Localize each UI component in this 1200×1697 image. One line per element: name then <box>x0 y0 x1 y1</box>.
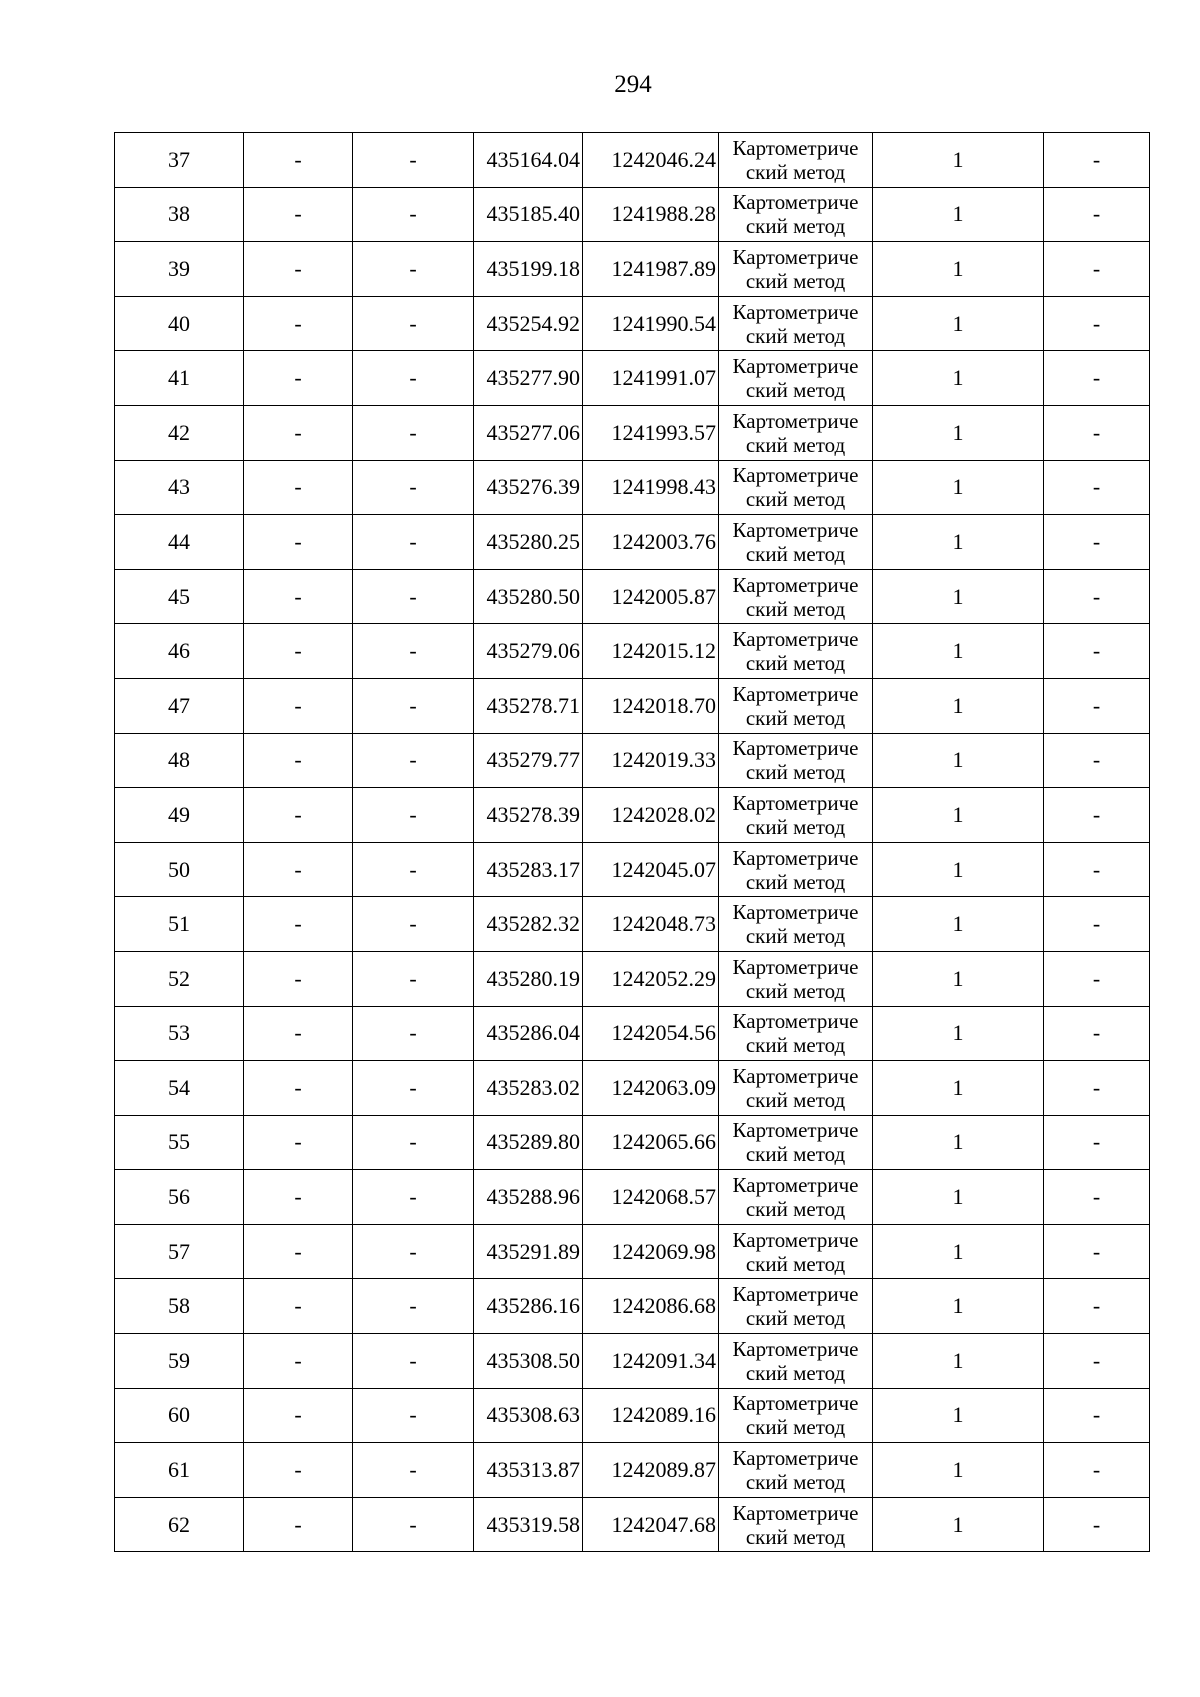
method-cell <box>719 733 873 788</box>
method-text-line: ский метод <box>745 760 846 785</box>
table-row <box>115 1443 1150 1498</box>
column-3-cell: - <box>353 1170 474 1225</box>
x-coordinate-cell: 435278.39 <box>474 788 583 843</box>
last-column-cell: - <box>1044 678 1150 733</box>
method-text-line: Картометриче <box>732 572 859 597</box>
method-cell <box>719 242 873 297</box>
method-cell <box>719 351 873 406</box>
table-row <box>115 1497 1150 1552</box>
last-column-cell: - <box>1044 515 1150 570</box>
method-cell <box>719 1170 873 1225</box>
last-column-cell: - <box>1044 133 1150 188</box>
x-coordinate-cell: 435319.58 <box>474 1497 583 1552</box>
table-row <box>115 1388 1150 1443</box>
column-3-cell: - <box>353 1443 474 1498</box>
method-text-line: ский метод <box>745 1360 846 1385</box>
method-text-line: Картометриче <box>732 790 859 815</box>
point-number-cell: 62 <box>115 1497 244 1552</box>
method-text-line: ский метод <box>745 159 846 184</box>
method-cell <box>719 1443 873 1498</box>
column-3-cell: - <box>353 351 474 406</box>
column-2-cell: - <box>244 405 353 460</box>
x-coordinate-cell: 435278.71 <box>474 678 583 733</box>
y-coordinate-cell: 1242015.12 <box>583 624 719 679</box>
accuracy-cell: 1 <box>873 1497 1044 1552</box>
point-number-cell: 53 <box>115 1006 244 1061</box>
method-cell <box>719 515 873 570</box>
method-cell <box>719 788 873 843</box>
column-2-cell: - <box>244 296 353 351</box>
page-number: 294 <box>614 71 652 98</box>
method-text-line: ский метод <box>745 1142 846 1167</box>
point-number-cell: 44 <box>115 515 244 570</box>
accuracy-cell: 1 <box>873 897 1044 952</box>
x-coordinate-cell: 435279.77 <box>474 733 583 788</box>
x-coordinate-cell: 435286.04 <box>474 1006 583 1061</box>
column-2-cell: - <box>244 842 353 897</box>
method-text-line: ский метод <box>745 1197 846 1222</box>
column-3-cell: - <box>353 788 474 843</box>
table-row <box>115 842 1150 897</box>
x-coordinate-cell: 435286.16 <box>474 1279 583 1334</box>
table-row <box>115 951 1150 1006</box>
y-coordinate-cell: 1241993.57 <box>583 405 719 460</box>
table-row <box>115 569 1150 624</box>
last-column-cell: - <box>1044 569 1150 624</box>
method-text-line: ский метод <box>745 323 846 348</box>
method-text-line: Картометриче <box>732 1118 859 1143</box>
table-row <box>115 1334 1150 1389</box>
method-text-line: ский метод <box>745 1470 846 1495</box>
point-number-cell: 50 <box>115 842 244 897</box>
table-row <box>115 1061 1150 1116</box>
point-number-cell: 39 <box>115 242 244 297</box>
accuracy-cell: 1 <box>873 1170 1044 1225</box>
y-coordinate-cell: 1242019.33 <box>583 733 719 788</box>
column-2-cell: - <box>244 1170 353 1225</box>
method-text-line: Картометриче <box>732 408 859 433</box>
method-cell <box>719 897 873 952</box>
point-number-cell: 52 <box>115 951 244 1006</box>
table-row <box>115 1224 1150 1279</box>
table-row <box>115 515 1150 570</box>
y-coordinate-cell: 1241991.07 <box>583 351 719 406</box>
accuracy-cell: 1 <box>873 405 1044 460</box>
column-3-cell: - <box>353 951 474 1006</box>
column-2-cell: - <box>244 460 353 515</box>
method-cell <box>719 460 873 515</box>
column-3-cell: - <box>353 678 474 733</box>
column-3-cell: - <box>353 1224 474 1279</box>
column-2-cell: - <box>244 569 353 624</box>
accuracy-cell: 1 <box>873 1115 1044 1170</box>
last-column-cell: - <box>1044 733 1150 788</box>
last-column-cell: - <box>1044 242 1150 297</box>
method-text-line: ский метод <box>745 1415 846 1440</box>
column-3-cell: - <box>353 569 474 624</box>
method-cell <box>719 951 873 1006</box>
method-cell <box>719 187 873 242</box>
y-coordinate-cell: 1242063.09 <box>583 1061 719 1116</box>
method-text-line: ский метод <box>745 651 846 676</box>
method-cell <box>719 1497 873 1552</box>
method-text-line: ский метод <box>745 432 846 457</box>
y-coordinate-cell: 1242003.76 <box>583 515 719 570</box>
table-row <box>115 1170 1150 1225</box>
accuracy-cell: 1 <box>873 788 1044 843</box>
column-3-cell: - <box>353 187 474 242</box>
column-3-cell: - <box>353 842 474 897</box>
accuracy-cell: 1 <box>873 624 1044 679</box>
method-text-line: Картометриче <box>732 1500 859 1525</box>
accuracy-cell: 1 <box>873 242 1044 297</box>
x-coordinate-cell: 435277.90 <box>474 351 583 406</box>
accuracy-cell: 1 <box>873 351 1044 406</box>
last-column-cell: - <box>1044 1170 1150 1225</box>
column-2-cell: - <box>244 515 353 570</box>
accuracy-cell: 1 <box>873 678 1044 733</box>
accuracy-cell: 1 <box>873 460 1044 515</box>
method-text-line: Картометриче <box>732 190 859 215</box>
last-column-cell: - <box>1044 351 1150 406</box>
last-column-cell: - <box>1044 405 1150 460</box>
column-2-cell: - <box>244 1115 353 1170</box>
column-2-cell: - <box>244 187 353 242</box>
y-coordinate-cell: 1242091.34 <box>583 1334 719 1389</box>
last-column-cell: - <box>1044 1115 1150 1170</box>
method-text-line: Картометриче <box>732 244 859 269</box>
x-coordinate-cell: 435308.50 <box>474 1334 583 1389</box>
method-text-line: ский метод <box>745 1306 846 1331</box>
y-coordinate-cell: 1242046.24 <box>583 133 719 188</box>
point-number-cell: 37 <box>115 133 244 188</box>
column-2-cell: - <box>244 1334 353 1389</box>
method-text-line: Картометриче <box>732 1009 859 1034</box>
x-coordinate-cell: 435313.87 <box>474 1443 583 1498</box>
x-coordinate-cell: 435282.32 <box>474 897 583 952</box>
method-text-line: Картометриче <box>732 1173 859 1198</box>
column-3-cell: - <box>353 624 474 679</box>
column-3-cell: - <box>353 405 474 460</box>
accuracy-cell: 1 <box>873 1443 1044 1498</box>
accuracy-cell: 1 <box>873 1388 1044 1443</box>
point-number-cell: 41 <box>115 351 244 406</box>
method-text-line: Картометриче <box>732 1446 859 1471</box>
accuracy-cell: 1 <box>873 1334 1044 1389</box>
column-3-cell: - <box>353 133 474 188</box>
column-3-cell: - <box>353 1006 474 1061</box>
table-row <box>115 897 1150 952</box>
accuracy-cell: 1 <box>873 133 1044 188</box>
last-column-cell: - <box>1044 296 1150 351</box>
column-3-cell: - <box>353 1061 474 1116</box>
x-coordinate-cell: 435291.89 <box>474 1224 583 1279</box>
point-number-cell: 46 <box>115 624 244 679</box>
table-row <box>115 1115 1150 1170</box>
method-cell <box>719 569 873 624</box>
y-coordinate-cell: 1241988.28 <box>583 187 719 242</box>
method-cell <box>719 1006 873 1061</box>
y-coordinate-cell: 1242047.68 <box>583 1497 719 1552</box>
column-3-cell: - <box>353 242 474 297</box>
method-cell <box>719 133 873 188</box>
point-number-cell: 42 <box>115 405 244 460</box>
method-cell <box>719 1061 873 1116</box>
column-2-cell: - <box>244 242 353 297</box>
method-text-line: Картометриче <box>732 845 859 870</box>
method-text-line: ский метод <box>745 596 846 621</box>
y-coordinate-cell: 1242054.56 <box>583 1006 719 1061</box>
last-column-cell: - <box>1044 897 1150 952</box>
column-3-cell: - <box>353 1497 474 1552</box>
y-coordinate-cell: 1242065.66 <box>583 1115 719 1170</box>
column-2-cell: - <box>244 1388 353 1443</box>
x-coordinate-cell: 435276.39 <box>474 460 583 515</box>
last-column-cell: - <box>1044 1497 1150 1552</box>
method-text-line: Картометриче <box>732 1063 859 1088</box>
y-coordinate-cell: 1242089.16 <box>583 1388 719 1443</box>
method-cell <box>719 1224 873 1279</box>
method-text-line: Картометриче <box>732 736 859 761</box>
table-row <box>115 733 1150 788</box>
method-text-line: Картометриче <box>732 1227 859 1252</box>
method-cell <box>719 842 873 897</box>
point-number-cell: 56 <box>115 1170 244 1225</box>
point-number-cell: 57 <box>115 1224 244 1279</box>
x-coordinate-cell: 435254.92 <box>474 296 583 351</box>
table-row <box>115 187 1150 242</box>
x-coordinate-cell: 435199.18 <box>474 242 583 297</box>
method-text-line: Картометриче <box>732 463 859 488</box>
method-text-line: Картометриче <box>732 954 859 979</box>
last-column-cell: - <box>1044 788 1150 843</box>
method-text-line: ский метод <box>745 378 846 403</box>
column-2-cell: - <box>244 351 353 406</box>
method-text-line: ский метод <box>745 978 846 1003</box>
point-number-cell: 43 <box>115 460 244 515</box>
last-column-cell: - <box>1044 187 1150 242</box>
table-row <box>115 405 1150 460</box>
y-coordinate-cell: 1242052.29 <box>583 951 719 1006</box>
accuracy-cell: 1 <box>873 951 1044 1006</box>
point-number-cell: 51 <box>115 897 244 952</box>
point-number-cell: 48 <box>115 733 244 788</box>
method-text-line: ский метод <box>745 705 846 730</box>
column-2-cell: - <box>244 1279 353 1334</box>
column-3-cell: - <box>353 1388 474 1443</box>
method-text-line: Картометриче <box>732 354 859 379</box>
table-row <box>115 678 1150 733</box>
column-2-cell: - <box>244 624 353 679</box>
x-coordinate-cell: 435280.25 <box>474 515 583 570</box>
accuracy-cell: 1 <box>873 515 1044 570</box>
method-text-line: ский метод <box>745 487 846 512</box>
last-column-cell: - <box>1044 1334 1150 1389</box>
column-3-cell: - <box>353 733 474 788</box>
column-2-cell: - <box>244 1061 353 1116</box>
point-number-cell: 54 <box>115 1061 244 1116</box>
method-cell <box>719 1388 873 1443</box>
y-coordinate-cell: 1242045.07 <box>583 842 719 897</box>
table-row <box>115 242 1150 297</box>
column-2-cell: - <box>244 1006 353 1061</box>
column-3-cell: - <box>353 1115 474 1170</box>
method-cell <box>719 296 873 351</box>
method-text-line: ский метод <box>745 814 846 839</box>
last-column-cell: - <box>1044 1006 1150 1061</box>
last-column-cell: - <box>1044 1388 1150 1443</box>
x-coordinate-cell: 435280.50 <box>474 569 583 624</box>
point-number-cell: 47 <box>115 678 244 733</box>
column-2-cell: - <box>244 1443 353 1498</box>
column-2-cell: - <box>244 788 353 843</box>
column-2-cell: - <box>244 733 353 788</box>
method-text-line: ский метод <box>745 1033 846 1058</box>
method-cell <box>719 1279 873 1334</box>
x-coordinate-cell: 435283.02 <box>474 1061 583 1116</box>
accuracy-cell: 1 <box>873 296 1044 351</box>
accuracy-cell: 1 <box>873 187 1044 242</box>
y-coordinate-cell: 1242089.87 <box>583 1443 719 1498</box>
last-column-cell: - <box>1044 624 1150 679</box>
last-column-cell: - <box>1044 842 1150 897</box>
y-coordinate-cell: 1242048.73 <box>583 897 719 952</box>
method-text-line: ский метод <box>745 924 846 949</box>
method-text-line: Картометриче <box>732 299 859 324</box>
table-row <box>115 788 1150 843</box>
x-coordinate-cell: 435280.19 <box>474 951 583 1006</box>
accuracy-cell: 1 <box>873 1224 1044 1279</box>
method-text-line: ский метод <box>745 214 846 239</box>
point-number-cell: 59 <box>115 1334 244 1389</box>
method-cell <box>719 405 873 460</box>
method-text-line: Картометриче <box>732 1282 859 1307</box>
y-coordinate-cell: 1242005.87 <box>583 569 719 624</box>
method-cell <box>719 624 873 679</box>
table-row <box>115 1279 1150 1334</box>
point-number-cell: 58 <box>115 1279 244 1334</box>
method-text-line: Картометриче <box>732 900 859 925</box>
x-coordinate-cell: 435277.06 <box>474 405 583 460</box>
point-number-cell: 49 <box>115 788 244 843</box>
x-coordinate-cell: 435288.96 <box>474 1170 583 1225</box>
method-text-line: Картометриче <box>732 627 859 652</box>
y-coordinate-cell: 1241987.89 <box>583 242 719 297</box>
method-text-line: ский метод <box>745 869 846 894</box>
last-column-cell: - <box>1044 1279 1150 1334</box>
table-body <box>115 133 1150 1552</box>
accuracy-cell: 1 <box>873 1061 1044 1116</box>
point-number-cell: 60 <box>115 1388 244 1443</box>
accuracy-cell: 1 <box>873 733 1044 788</box>
table-row <box>115 624 1150 679</box>
y-coordinate-cell: 1241998.43 <box>583 460 719 515</box>
table-row <box>115 133 1150 188</box>
method-text-line: ский метод <box>745 1251 846 1276</box>
y-coordinate-cell: 1242069.98 <box>583 1224 719 1279</box>
method-text-line: ский метод <box>745 1087 846 1112</box>
y-coordinate-cell: 1242028.02 <box>583 788 719 843</box>
method-text-line: Картометриче <box>732 1336 859 1361</box>
column-3-cell: - <box>353 515 474 570</box>
method-cell <box>719 678 873 733</box>
column-2-cell: - <box>244 1497 353 1552</box>
point-number-cell: 38 <box>115 187 244 242</box>
column-3-cell: - <box>353 1279 474 1334</box>
column-2-cell: - <box>244 133 353 188</box>
y-coordinate-cell: 1241990.54 <box>583 296 719 351</box>
column-3-cell: - <box>353 460 474 515</box>
last-column-cell: - <box>1044 1443 1150 1498</box>
table-row <box>115 460 1150 515</box>
method-text-line: ский метод <box>745 541 846 566</box>
column-2-cell: - <box>244 678 353 733</box>
y-coordinate-cell: 1242086.68 <box>583 1279 719 1334</box>
table-row <box>115 351 1150 406</box>
x-coordinate-cell: 435185.40 <box>474 187 583 242</box>
point-number-cell: 61 <box>115 1443 244 1498</box>
y-coordinate-cell: 1242018.70 <box>583 678 719 733</box>
table-row <box>115 1006 1150 1061</box>
y-coordinate-cell: 1242068.57 <box>583 1170 719 1225</box>
last-column-cell: - <box>1044 460 1150 515</box>
point-number-cell: 40 <box>115 296 244 351</box>
last-column-cell: - <box>1044 1061 1150 1116</box>
coordinates-table <box>114 132 1150 1552</box>
x-coordinate-cell: 435164.04 <box>474 133 583 188</box>
last-column-cell: - <box>1044 951 1150 1006</box>
column-3-cell: - <box>353 897 474 952</box>
accuracy-cell: 1 <box>873 1279 1044 1334</box>
method-text-line: ский метод <box>745 268 846 293</box>
column-3-cell: - <box>353 1334 474 1389</box>
column-2-cell: - <box>244 897 353 952</box>
method-text-line: Картометриче <box>732 135 859 160</box>
method-cell <box>719 1115 873 1170</box>
column-2-cell: - <box>244 1224 353 1279</box>
accuracy-cell: 1 <box>873 842 1044 897</box>
x-coordinate-cell: 435289.80 <box>474 1115 583 1170</box>
column-3-cell: - <box>353 296 474 351</box>
column-2-cell: - <box>244 951 353 1006</box>
method-text-line: Картометриче <box>732 681 859 706</box>
point-number-cell: 45 <box>115 569 244 624</box>
accuracy-cell: 1 <box>873 1006 1044 1061</box>
accuracy-cell: 1 <box>873 569 1044 624</box>
method-text-line: Картометриче <box>732 1391 859 1416</box>
table-row <box>115 296 1150 351</box>
last-column-cell: - <box>1044 1224 1150 1279</box>
x-coordinate-cell: 435283.17 <box>474 842 583 897</box>
x-coordinate-cell: 435279.06 <box>474 624 583 679</box>
method-cell <box>719 1334 873 1389</box>
method-text-line: Картометриче <box>732 517 859 542</box>
x-coordinate-cell: 435308.63 <box>474 1388 583 1443</box>
method-text-line: ский метод <box>745 1524 846 1549</box>
point-number-cell: 55 <box>115 1115 244 1170</box>
